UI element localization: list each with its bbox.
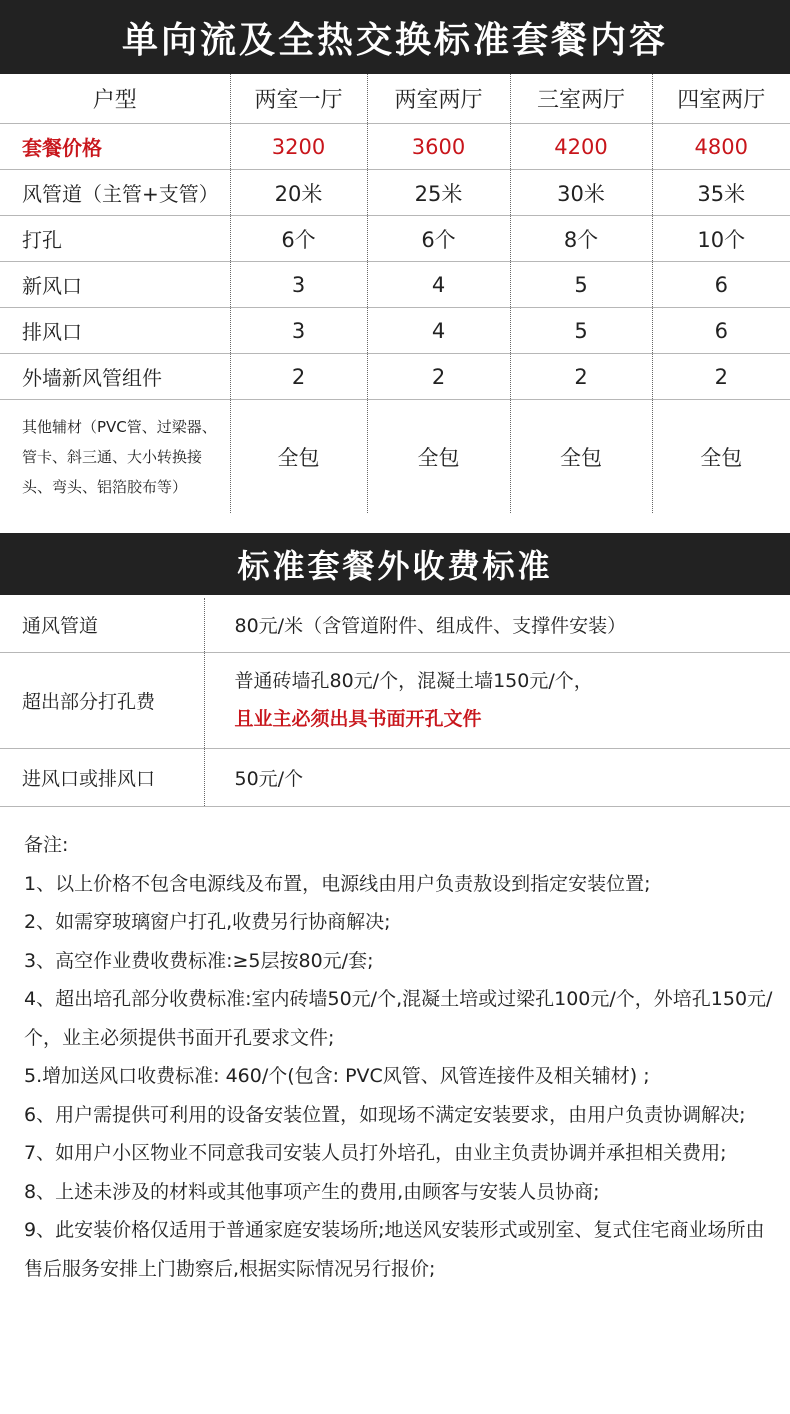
- table-cell: 5: [510, 262, 652, 308]
- package-table: [0, 74, 790, 513]
- row-label: 外墙新风管组件: [0, 354, 230, 400]
- notes-section: [24, 826, 780, 1288]
- table-row: [0, 262, 790, 308]
- table-cell: 全包: [367, 400, 510, 514]
- note-item: 3、高空作业费收费标准:≥5层按80元/套;: [24, 949, 374, 972]
- price-cell: 4800: [652, 124, 790, 170]
- note-item: 9、此安装价格仅适用于普通家庭安装场所;地送风安装形式或别室、复式住宅商业场所由售后服务安排上门勘察后,根据实际情况另行报价;: [24, 1219, 765, 1280]
- table-cell: 全包: [652, 400, 790, 514]
- header-cell: 户型: [0, 74, 230, 124]
- row-label: 风管道（主管+支管）: [0, 170, 230, 216]
- table-cell: 2: [652, 354, 790, 400]
- row-label: 套餐价格: [0, 124, 230, 170]
- price-cell: 3600: [367, 124, 510, 170]
- row-value: [204, 652, 790, 748]
- table-cell: 30米: [510, 170, 652, 216]
- header-cell: 两室一厅: [230, 74, 367, 124]
- header-cell: 三室两厅: [510, 74, 652, 124]
- header-cell: 两室两厅: [367, 74, 510, 124]
- table-cell: 25米: [367, 170, 510, 216]
- table-cell: 8个: [510, 216, 652, 262]
- table-row: [0, 308, 790, 354]
- row-label: 新风口: [0, 262, 230, 308]
- price-cell: 4200: [510, 124, 652, 170]
- extra-fees-table: [0, 598, 790, 807]
- table-cell: 6: [652, 262, 790, 308]
- package-content-banner: 单向流及全热交换标准套餐内容: [0, 0, 790, 74]
- note-item: 7、如用户小区物业不同意我司安装人员打外培孔，由业主负责协调并承担相关费用;: [24, 1142, 727, 1164]
- table-cell: 6个: [230, 216, 367, 262]
- extra-fees-banner: 标准套餐外收费标准: [0, 533, 790, 595]
- notes-title: 备注:: [24, 834, 69, 856]
- table-row-price: [0, 124, 790, 170]
- table-cell: 4: [367, 262, 510, 308]
- header-cell: 四室两厅: [652, 74, 790, 124]
- table-cell: 5: [510, 308, 652, 354]
- price-cell: 3200: [230, 124, 367, 170]
- table-cell: 35米: [652, 170, 790, 216]
- table-cell: 全包: [230, 400, 367, 514]
- row-value: 80元/米（含管道附件、组成件、支撑件安装）: [204, 598, 790, 652]
- table-cell: 20米: [230, 170, 367, 216]
- table-cell: 3: [230, 262, 367, 308]
- row-label: 进风口或排风口: [0, 748, 204, 806]
- table-row: [0, 598, 790, 652]
- table-cell: 2: [367, 354, 510, 400]
- note-item: 1、以上价格不包含电源线及布置，电源线由用户负责敖设到指定安装位置;: [24, 872, 651, 895]
- row-value-note: 且业主必须出具书面开孔文件: [234, 708, 482, 730]
- table-cell: 6个: [367, 216, 510, 262]
- package-table-header: [0, 74, 790, 124]
- table-cell: 2: [510, 354, 652, 400]
- table-cell: 4: [367, 308, 510, 354]
- note-item: 4、超出培孔部分收费标准:室内砖墙50元/个,混凝土培或过梁孔100元/个，外培孔150元/个，业主必须提供书面开孔要求文件;: [24, 988, 773, 1049]
- table-row-misc: [0, 400, 790, 514]
- table-row: [0, 216, 790, 262]
- row-label: 打孔: [0, 216, 230, 262]
- table-cell: 6: [652, 308, 790, 354]
- table-cell: 全包: [510, 400, 652, 514]
- table-row: [0, 652, 790, 748]
- row-label: 超出部分打孔费: [0, 652, 204, 748]
- row-value: 50元/个: [204, 748, 790, 806]
- note-item: 2、如需穿玻璃窗户打孔,收费另行协商解决;: [24, 911, 391, 933]
- table-cell: 2: [230, 354, 367, 400]
- row-label: 通风管道: [0, 598, 204, 652]
- table-row: [0, 170, 790, 216]
- table-cell: 10个: [652, 216, 790, 262]
- row-label: 其他辅材（PVC管、过梁器、管卡、斜三通、大小转换接头、弯头、铝箔胶布等）: [22, 417, 217, 496]
- row-label: 排风口: [0, 308, 230, 354]
- note-item: 5.增加送风口收费标准: 460/个(包含: PVC风管、风管连接件及相关辅材) ;: [24, 1065, 650, 1087]
- note-item: 8、上述未涉及的材料或其他事项产生的费用,由顾客与安装人员协商;: [24, 1180, 600, 1203]
- table-cell: 3: [230, 308, 367, 354]
- note-item: 6、用户需提供可利用的设备安装位置，如现场不满定安装要求，由用户负责协调解决;: [24, 1103, 746, 1126]
- table-row: [0, 354, 790, 400]
- row-value-text: 普通砖墙孔80元/个，混凝土墙150元/个，: [234, 670, 593, 692]
- table-row: [0, 748, 790, 806]
